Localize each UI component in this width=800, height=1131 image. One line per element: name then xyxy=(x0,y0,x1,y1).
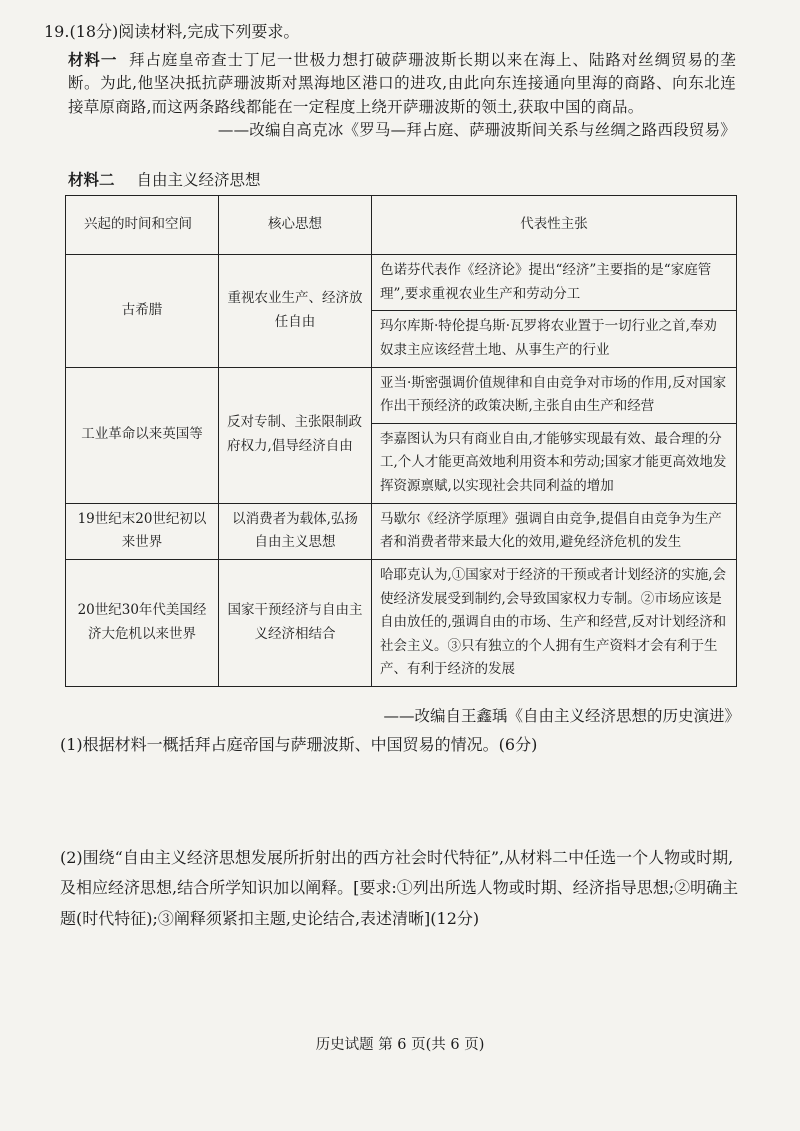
material-one-label: 材料一 xyxy=(68,50,118,69)
page-footer: 历史试题 第 6 页(共 6 页) xyxy=(315,1037,485,1053)
time-cell: 古希腊 xyxy=(66,255,219,368)
claim-cell: 玛尔库斯·特伦提乌斯·瓦罗将农业置于一切行业之首,奉劝奴隶主应该经营土地、从事生产的行业 xyxy=(372,311,737,367)
material-one-source: ——改编自高克冰《罗马—拜占庭、萨珊波斯间关系与丝绸之路西段贸易》 xyxy=(217,120,736,139)
material-two-heading xyxy=(68,168,261,192)
material-two-label: 材料二 xyxy=(68,170,115,189)
time-cell: 19世纪末20世纪初以来世界 xyxy=(66,503,219,559)
thought-table xyxy=(65,195,737,687)
claim-cell: 李嘉图认为只有商业自由,才能够实现最有效、最合理的分工,个人才能更高效地利用资本和劳动;国家才能更高效地发挥资源禀赋,以实现社会共同利益的增加 xyxy=(372,423,737,503)
table-row xyxy=(66,559,737,686)
table-header-row xyxy=(66,196,737,255)
time-cell: 工业革命以来英国等 xyxy=(66,367,219,503)
claim-cell: 亚当·斯密强调价值规律和自由竞争对市场的作用,反对国家作出干预经济的政策决断,主张自由生产和经营 xyxy=(372,367,737,423)
sub-question-2: (2)围绕“自由主义经济思想发展所折射出的西方社会时代特征”,从材料二中任选一个人物或时期,及相应经济思想,结合所学知识加以阐释。[要求:①列出所选人物或时期、经济指导思想;②明确主题(时代特征);③阐释须紧扣主题,史论结合,表述清晰](12分) xyxy=(60,848,739,928)
time-cell: 20世纪30年代美国经济大危机以来世界 xyxy=(66,559,219,686)
question-header: 19.(18分)阅读材料,完成下列要求。 xyxy=(44,22,300,41)
material-two-source: ——改编自王鑫瑀《自由主义经济思想的历史演进》 xyxy=(383,707,740,725)
material-one xyxy=(68,48,736,142)
material-one-text: 拜占庭皇帝查士丁尼一世极力想打破萨珊波斯长期以来在海上、陆路对丝绸贸易的垄断。为此,他坚决抵抗萨珊波斯对黑海地区港口的进攻,由此向东连接通向里海的商路、向东北连接草原商路,而这两条路线都能在一定程度上绕开萨珊波斯的领土,获取中国的商品。 xyxy=(68,51,736,116)
header-core: 核心思想 xyxy=(219,196,372,255)
claim-cell: 马歇尔《经济学原理》强调自由竞争,提倡自由竞争为生产者和消费者带来最大化的效用,避免经济危机的发生 xyxy=(372,503,737,559)
table-row xyxy=(66,367,737,423)
core-cell: 重视农业生产、经济放任自由 xyxy=(219,255,372,368)
claim-cell: 色诺芬代表作《经济论》提出“经济”主要指的是“家庭管理”,要求重视农业生产和劳动分工 xyxy=(372,255,737,311)
table-row xyxy=(66,255,737,311)
core-cell: 反对专制、主张限制政府权力,倡导经济自由 xyxy=(219,367,372,503)
sub-question-1: (1)根据材料一概括拜占庭帝国与萨珊波斯、中国贸易的情况。(6分) xyxy=(60,735,538,754)
core-cell: 以消费者为载体,弘扬自由主义思想 xyxy=(219,503,372,559)
material-one-paragraph xyxy=(68,48,736,119)
header-claims: 代表性主张 xyxy=(372,196,737,255)
material-two-title: 自由主义经济思想 xyxy=(136,171,261,189)
header-time: 兴起的时间和空间 xyxy=(66,196,219,255)
table-row xyxy=(66,503,737,559)
core-cell: 国家干预经济与自由主义经济相结合 xyxy=(219,559,372,686)
claim-cell: 哈耶克认为,①国家对于经济的干预或者计划经济的实施,会使经济发展受到制约,会导致国家权力专制。②市场应该是自由放任的,强调自由的市场、生产和经营,反对计划经济和社会主义。③只有独立的个人拥有生产资料才会有利于生产、有利于经济的发展 xyxy=(372,559,737,686)
